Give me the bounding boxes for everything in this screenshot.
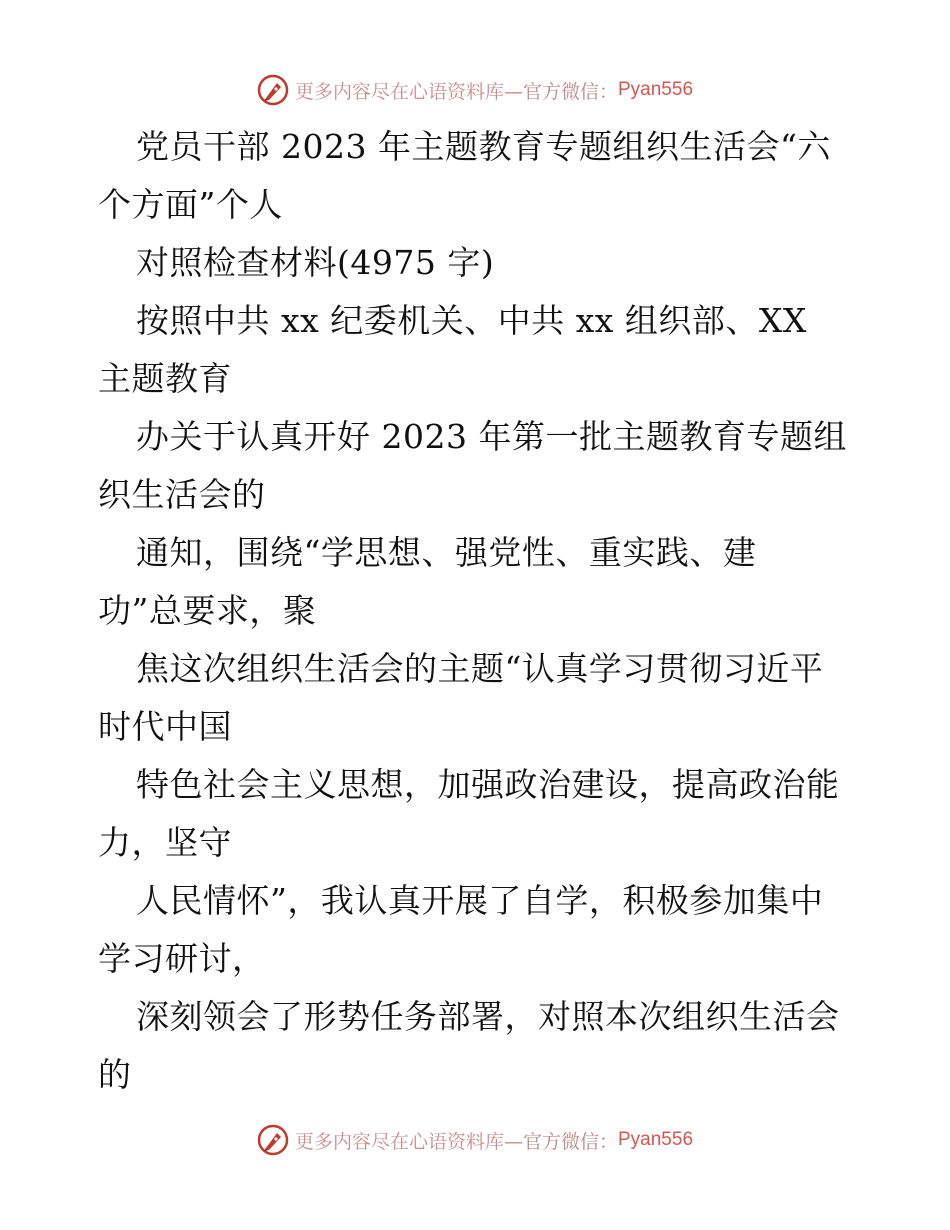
banner-wechat-label: 官方微信：	[522, 80, 618, 103]
banner-wechat-id: Pyan556	[618, 79, 694, 100]
body-line: 个方面”个人	[98, 185, 283, 224]
body-line: 学习研讨，	[98, 939, 266, 978]
banner-text: 更多内容尽在心语资料库—	[294, 1130, 523, 1153]
footer-banner	[0, 1120, 950, 1160]
body-line: 时代中国	[98, 707, 232, 746]
fountain-pen-logo-icon	[257, 74, 289, 106]
body-line: 通知，围绕“学思想、强党性、重实践、建	[136, 533, 757, 572]
header-banner	[0, 70, 950, 110]
body-line: 办关于认真开好 2023 年第一批主题教育专题组	[136, 417, 847, 456]
body-line: 按照中共 xx 纪委机关、中共 xx 组织部、XX	[136, 301, 807, 340]
body-line: 力，坚守	[98, 823, 232, 862]
body-line: 的	[98, 1055, 132, 1094]
body-line: 对照检查材料(4975 字)	[136, 243, 495, 282]
fountain-pen-logo-icon	[257, 1124, 289, 1156]
body-line: 焦这次组织生活会的主题“认真学习贯彻习近平	[136, 649, 824, 688]
banner-wechat-label: 官方微信：	[522, 1130, 618, 1153]
banner-text: 更多内容尽在心语资料库—	[294, 80, 523, 103]
document-body	[98, 118, 858, 1104]
body-line: 党员干部 2023 年主题教育专题组织生活会“六	[136, 127, 831, 166]
body-line: 人民情怀”，我认真开展了自学，积极参加集中	[136, 881, 824, 920]
body-line: 织生活会的	[98, 475, 266, 514]
body-line: 深刻领会了形势任务部署，对照本次组织生活会	[136, 997, 840, 1036]
banner-wechat-id: Pyan556	[618, 1129, 694, 1150]
body-line: 特色社会主义思想，加强政治建设，提高政治能	[136, 765, 840, 804]
body-line: 功”总要求，聚	[98, 591, 317, 630]
body-line: 主题教育	[98, 359, 232, 398]
